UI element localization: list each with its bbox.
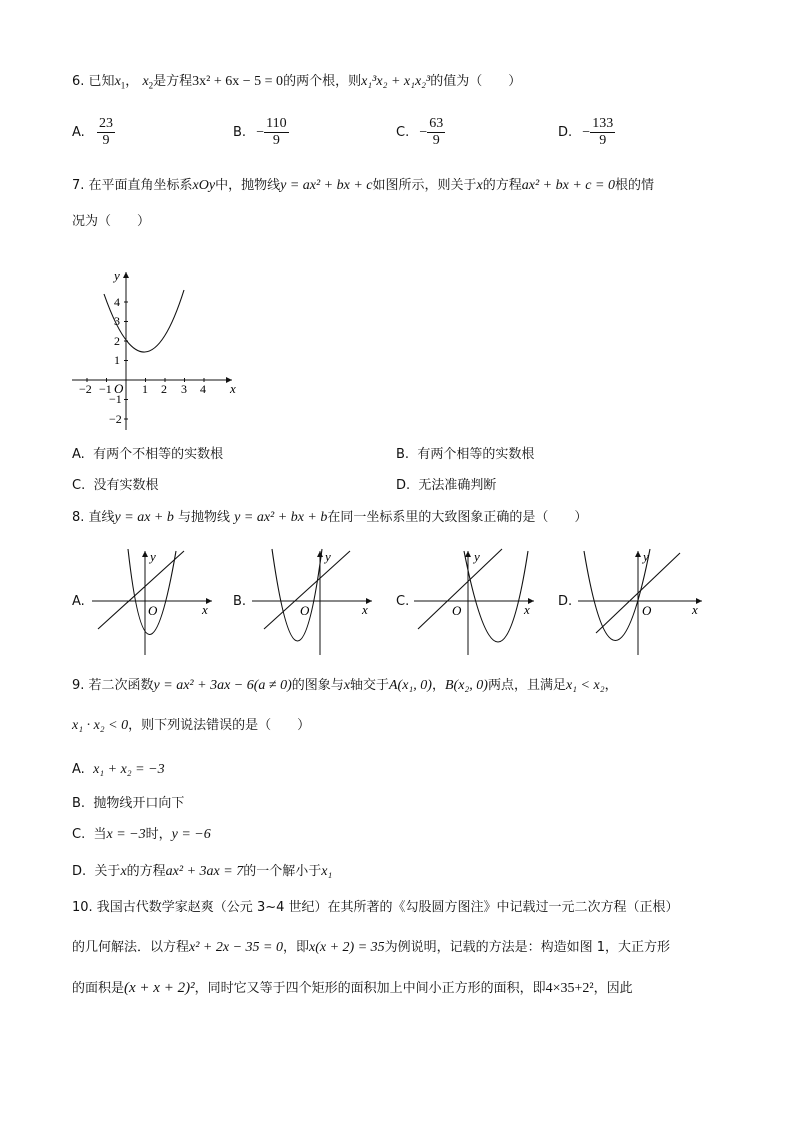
y-axis-label: y [325,549,331,564]
x-tick-label: −2 [79,382,92,396]
x-axis-label: x [202,602,208,617]
q8-line-equation: y = ax + b [114,510,174,525]
q6-stem [72,72,521,96]
q9-point-a: A(x₁, 0) [389,678,432,693]
q7-text: 的方程 [482,178,522,193]
option-math: x [120,864,127,879]
q8-option-c-graph [412,545,544,657]
option-label: B. [233,125,247,140]
q7-text: 如图所示，则关于 [372,178,477,193]
q9-text: 的图象与 [291,678,344,693]
x-axis-label: x [524,602,530,617]
q10-line3 [72,978,633,999]
q8-option-c-label: C. [396,594,410,609]
y-tick-label: −1 [109,392,122,406]
q6-comma: ， [125,74,139,89]
option-math: x = −3 [106,827,146,842]
q9-comma: ， [431,678,445,693]
q8-option-a-label: A. [72,594,85,609]
q10-text: 为例说明，记载的方法是：构造如图 1，大正方形 [384,940,671,955]
q10-text: ，即 [282,940,309,955]
minus-sign: − [419,125,428,140]
q7-equation2: ax² + bx + c = 0 [521,178,615,193]
q6-option-d [558,116,615,149]
q10-area-expression: (x + x + 2)² [124,980,195,996]
q6-x1-sub: 1 [120,80,126,91]
option-text: 有两个不相等的实数根 [93,447,224,462]
axis-ticks [87,302,204,419]
q7-x: x [476,178,483,193]
option-text: 无法准确判断 [418,478,497,493]
q7-parabola-graph [66,262,246,434]
q9-condition2: x₁ · x₂ < 0 [72,718,129,733]
q9-stem-line2 [72,716,310,736]
q6-text2: 是方程 [153,74,193,89]
y-tick-label: 1 [114,353,120,367]
q9-text: 轴交于 [349,678,389,693]
fraction-den: 9 [432,133,440,148]
q7-text: 中，抛物线 [215,178,281,193]
q10-line1: 10. 我国古代数学家赵爽（公元 3~4 世纪）在其所著的《勾股圆方图注》中记载过一元二次方程（正根） [72,900,679,915]
parabola-curve [272,549,322,641]
q10-text: ，同时它又等于四个矩形的面积加上中间小正方形的面积，即 [194,981,546,996]
option-label: A. [72,447,85,462]
q8-option-d-graph [576,545,708,657]
fraction [427,116,445,149]
fraction-num: 133 [592,116,614,131]
y-tick-label: 2 [114,334,120,348]
option-label: B. [396,447,410,462]
q6-option-a [72,116,115,149]
q8-option-b-label: B. [233,594,247,609]
q6-option-b [233,116,289,149]
q7-option-b [396,443,534,462]
option-text: 关于 [94,864,121,879]
x-tick-label: −1 [99,382,112,396]
q9-option-b [72,794,184,814]
y-axis-label: y [114,268,120,283]
parabola-curve [584,549,650,641]
x-axis-label: x [230,381,236,396]
option-label: D. [558,125,573,140]
fraction-den: 9 [272,133,280,148]
minus-sign: − [256,125,265,140]
q8-text: 在同一坐标系里的大致图象正确的是（ ） [327,510,588,525]
q7-stem-line1 [72,176,654,196]
fraction-num: 63 [429,116,444,131]
q6-text4: 的值为（ ） [430,74,522,89]
q10-area-sum: 4×35+2² [545,981,594,996]
q9-condition1: x₁ < x₂ [565,678,605,693]
option-text: 有两个相等的实数根 [417,447,535,462]
option-label: A. [72,762,85,777]
q9-option-c [72,825,211,845]
q7-option-c [72,474,159,493]
fraction [590,116,615,149]
q6-x2: x [142,74,149,89]
q6-text: 已知 [88,74,115,89]
q10-text: ，因此 [593,981,633,996]
q10-text: 的几何解法．以方程 [72,940,190,955]
origin-label: O [114,381,124,396]
fraction-den: 9 [599,133,607,148]
q9-text: 9. 若二次函数 [72,678,154,693]
option-text: 的一个解小于 [243,864,322,879]
x-axis-label: x [362,602,368,617]
option-text: 的方程 [126,864,166,879]
q9-text: ， [604,678,618,693]
y-tick-label: −2 [109,412,122,426]
q9-point-b: B(x₂, 0) [444,678,488,693]
q9-text: ，则下列说法错误的是（ ） [128,718,311,733]
option-label: D. [72,864,87,879]
q9-x: x [343,678,350,693]
q8-option-d-label: D. [558,594,573,609]
origin-label: O [148,603,158,618]
x-tick-label: 4 [200,382,206,396]
q7-option-a [72,443,223,462]
q9-text: 两点，且满足 [487,678,566,693]
line-graph [98,551,184,629]
option-label: B. [72,796,86,811]
q8-text: 与抛物线 [178,510,231,525]
y-tick-label: 4 [114,295,120,309]
q10-equation2: x(x + 2) = 35 [309,940,385,955]
q7-stem-line2: 况为（ ） [72,214,151,229]
option-math: y = −6 [171,827,211,842]
q8-option-b-graph [250,545,382,657]
q6-x1: x [114,74,121,89]
option-label: C. [396,125,410,140]
option-text: x₁ + x₂ = −3 [93,762,165,777]
q8-text: 8. 直线 [72,510,115,525]
q8-parabola-equation: y = ax² + bx + b [234,510,328,525]
origin-label: O [452,603,462,618]
fraction [97,116,115,149]
q6-equation: 3x² + 6x − 5 = 0 [192,74,284,89]
q7-text: 根的情 [614,178,654,193]
fraction-num: 23 [98,116,113,131]
option-text: 抛物线开口向下 [93,796,185,811]
x-tick-label: 1 [142,382,148,396]
x-tick-label: 3 [181,382,187,396]
q7-option-d [396,474,496,493]
y-axis-label: y [474,549,480,564]
q9-option-a [72,760,165,780]
q10-equation: x² + 2x − 35 = 0 [189,940,283,955]
option-text: 没有实数根 [93,478,159,493]
q10-line2 [72,938,670,958]
q10-text: 的面积是 [72,981,125,996]
fraction-num: 110 [266,116,287,131]
q7-text: 7. 在平面直角坐标系 [72,178,193,193]
fraction-den: 9 [102,133,110,148]
x-axis-label: x [692,602,698,617]
x-tick-label: 2 [161,382,167,396]
q6-text3: 的两个根，则 [283,74,362,89]
y-tick-label: 3 [114,314,120,328]
option-math: ax² + 3ax = 7 [165,864,244,879]
q9-function: y = ax² + 3ax − 6(a ≠ 0) [153,678,292,693]
origin-label: O [300,603,310,618]
q7-equation: y = ax² + bx + c [280,178,373,193]
q9-option-d [72,862,332,882]
q6-option-c [396,116,445,149]
option-label: C. [72,478,86,493]
option-label: C. [72,827,86,842]
q8-option-a-graph [90,545,222,657]
q7-xoy: xOy [192,178,216,193]
y-axis-label: y [643,549,649,564]
parabola-curve [464,551,528,642]
option-label: D. [396,478,411,493]
q9-stem-line1 [72,676,618,696]
q6-expression: x₁³x₂ + x₁x₂³ [361,74,431,89]
q6-x2-sub: 2 [148,80,154,91]
fraction [264,116,288,149]
q6-number: 6. [72,74,85,89]
option-text: 时， [145,827,172,842]
minus-sign: − [582,125,591,140]
option-math: x₁ [321,864,333,879]
q8-stem [72,508,587,528]
origin-label: O [642,603,652,618]
option-text: 当 [93,827,107,842]
y-axis-label: y [150,549,156,564]
option-label: A. [72,125,85,140]
